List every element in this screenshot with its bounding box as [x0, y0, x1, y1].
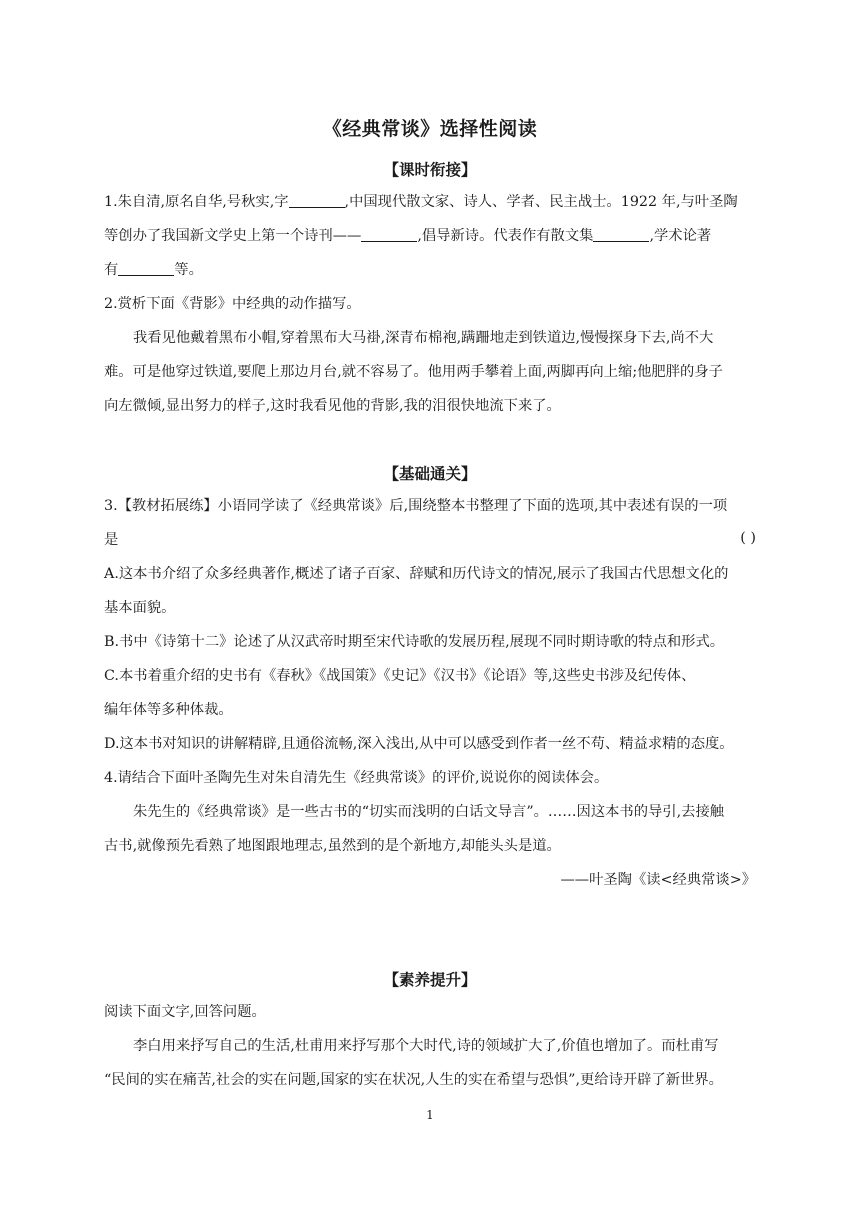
- section-heading-basics: 【基础通关】: [383, 465, 477, 483]
- text: 等创办了我国新文学史上第一个诗刊——: [104, 228, 362, 244]
- quote-source: ——叶圣陶《读<经典常谈>》: [560, 872, 756, 888]
- option-c-continued: 编年体等多种体裁。: [104, 702, 233, 718]
- reading-paragraph-line: “民间的实在痛苦,社会的实在问题,国家的实在状况,人生的实在希望与恐惧”,更给诗开辟了新世界。: [104, 1072, 723, 1088]
- option-a: A.这本书介绍了众多经典著作,概述了诸子百家、辞赋和历代诗文的情况,展示了我国古代思想文化的: [104, 566, 729, 582]
- quote-paragraph-line: 向左微倾,显出努力的样子,这时我看见他的背影,我的泪很快地流下来了。: [104, 398, 561, 414]
- question-3-prompt-end: 是: [104, 532, 119, 548]
- option-a-continued: 基本面貌。: [104, 600, 176, 616]
- option-b: B.书中《诗第十二》论述了从汉武帝时期至宋代诗歌的发展历程,展现不同时期诗歌的特点和形式。: [104, 634, 725, 650]
- answer-blank[interactable]: [361, 227, 417, 242]
- reading-prompt: 阅读下面文字,回答问题。: [104, 1004, 266, 1020]
- answer-parentheses[interactable]: ( ): [740, 530, 756, 546]
- question-4-prompt: 4.请结合下面叶圣陶先生对朱自清先生《经典常谈》的评价,说说你的阅读体会。: [104, 770, 609, 786]
- page-number: 1: [426, 1108, 434, 1122]
- quote-paragraph-line: 古书,就像预先看熟了地图跟地理志,虽然到的是个新地方,却能头头是道。: [104, 838, 561, 854]
- question-1-line-3: [104, 260, 756, 280]
- question-2-prompt: 2.赏析下面《背影》中经典的动作描写。: [104, 296, 361, 312]
- question-1-line-2: [104, 226, 756, 246]
- answer-blank[interactable]: [593, 227, 649, 242]
- reading-paragraph-line: 李白用来抒写自己的生活,杜甫用来抒写那个大时代,诗的领域扩大了,价值也增加了。而杜甫写: [133, 1038, 719, 1054]
- quote-paragraph-line: 朱先生的《经典常谈》是一些古书的“切实而浅明的白话文导言”。……因这本书的导引,去接触: [133, 804, 725, 820]
- section-heading-lesson-link: 【课时衔接】: [383, 161, 477, 179]
- text: ,学术论著: [649, 228, 712, 244]
- option-d: D.这本书对知识的讲解精辟,且通俗流畅,深入浅出,从中可以感受到作者一丝不苟、精益求精的态度。: [104, 736, 734, 752]
- text: ,倡导新诗。代表作有散文集: [417, 228, 594, 244]
- option-c: C.本书着重介绍的史书有《春秋》《战国策》《史记》《汉书》《论语》等,这些史书涉及纪传体、: [104, 668, 696, 684]
- text: 有: [104, 262, 119, 278]
- quote-paragraph-line: 我看见他戴着黑布小帽,穿着黑布大马褂,深青布棉袍,蹒跚地走到铁道边,慢慢探身下去,尚不大: [133, 330, 714, 346]
- text: 1.朱自清,原名自华,号秋实,字: [104, 194, 289, 210]
- answer-blank[interactable]: [289, 193, 345, 208]
- answer-blank[interactable]: [118, 261, 174, 276]
- question-1-line-1: [104, 192, 756, 212]
- quote-paragraph-line: 难。可是他穿过铁道,要爬上那边月台,就不容易了。他用两手攀着上面,两脚再向上缩;他肥胖的身子: [104, 364, 723, 380]
- text: 等。: [174, 262, 203, 278]
- question-3-prompt: 3.【教材拓展练】小语同学读了《经典常谈》后,围绕整本书整理了下面的选项,其中表述有误的一项: [104, 498, 728, 514]
- section-heading-advanced: 【素养提升】: [383, 971, 477, 989]
- text: ,中国现代散文家、诗人、学者、民主战士。1922 年,与叶圣陶: [344, 194, 738, 210]
- page-title: 《经典常谈》选择性阅读: [322, 118, 538, 140]
